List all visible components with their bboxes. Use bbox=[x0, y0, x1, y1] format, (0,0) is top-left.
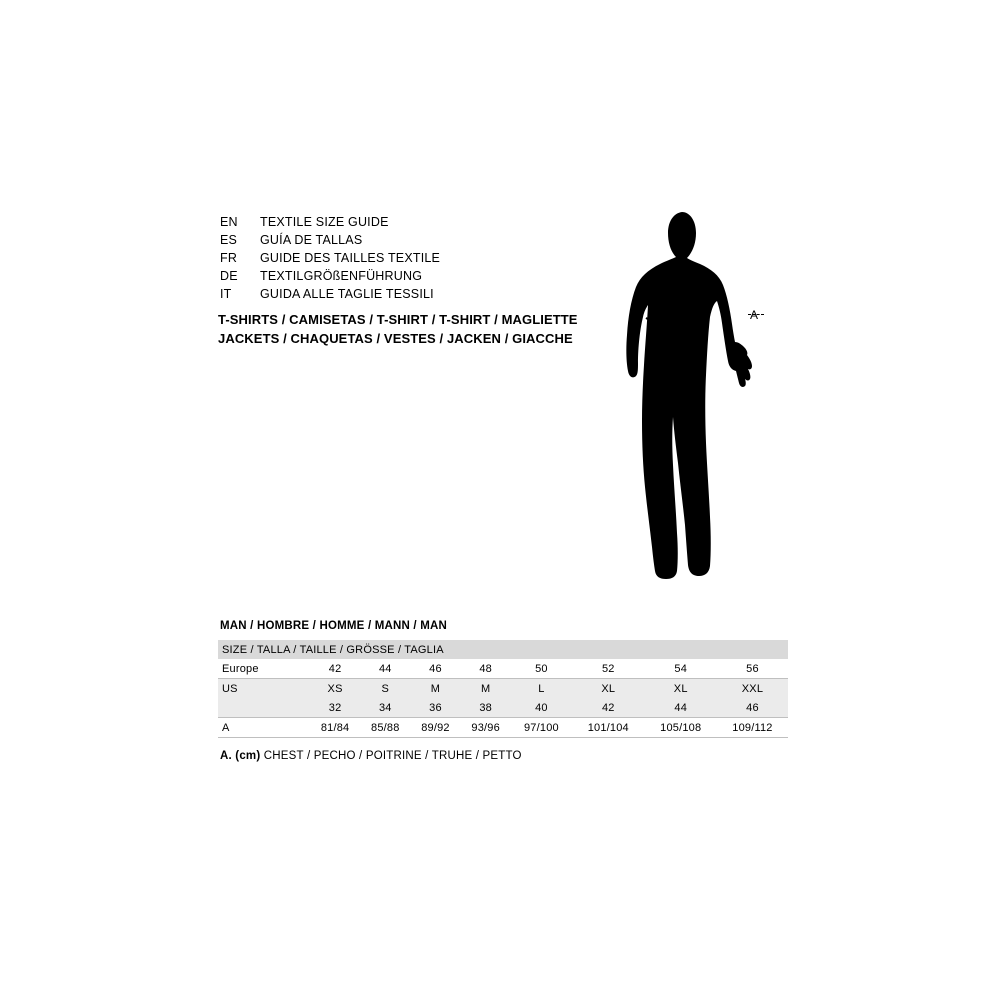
language-legend bbox=[220, 215, 600, 305]
cell: M bbox=[410, 679, 460, 699]
cell: XL bbox=[572, 679, 644, 699]
man-silhouette-icon bbox=[600, 195, 820, 595]
cell: S bbox=[360, 679, 410, 699]
language-code: IT bbox=[220, 287, 232, 301]
table-row bbox=[218, 659, 788, 679]
cell: XXL bbox=[717, 679, 788, 699]
cell: 101/104 bbox=[572, 718, 644, 738]
cell: 52 bbox=[572, 659, 644, 679]
cell: M bbox=[461, 679, 511, 699]
cell: 44 bbox=[645, 698, 717, 718]
row-label: US bbox=[218, 679, 310, 699]
cell: 42 bbox=[572, 698, 644, 718]
cell: 48 bbox=[461, 659, 511, 679]
language-label: GUIDA ALLE TAGLIE TESSILI bbox=[260, 287, 434, 301]
cell: 38 bbox=[461, 698, 511, 718]
row-label bbox=[218, 698, 310, 718]
man-silhouette-figure bbox=[600, 195, 820, 595]
language-code: FR bbox=[220, 251, 238, 265]
cell: 32 bbox=[310, 698, 360, 718]
language-row bbox=[220, 215, 600, 233]
cell: 89/92 bbox=[410, 718, 460, 738]
cell: 42 bbox=[310, 659, 360, 679]
category-tshirts: T-SHIRTS / CAMISETAS / T-SHIRT / T-SHIRT / MAGLIETTE bbox=[218, 312, 578, 327]
cell: XS bbox=[310, 679, 360, 699]
cell: L bbox=[511, 679, 572, 699]
table-row bbox=[218, 679, 788, 699]
category-jackets: JACKETS / CHAQUETAS / VESTES / JACKEN / GIACCHE bbox=[218, 331, 573, 346]
footnote-key: A. (cm) bbox=[220, 750, 261, 762]
row-label: Europe bbox=[218, 659, 310, 679]
cell: 81/84 bbox=[310, 718, 360, 738]
garment-categories bbox=[218, 310, 578, 348]
cell: 93/96 bbox=[461, 718, 511, 738]
cell: 54 bbox=[645, 659, 717, 679]
row-label: A bbox=[218, 718, 310, 738]
language-label: TEXTILGRÖßENFÜHRUNG bbox=[260, 269, 423, 283]
language-row bbox=[220, 233, 600, 251]
language-row bbox=[220, 287, 600, 305]
language-row bbox=[220, 251, 600, 269]
cell: 44 bbox=[360, 659, 410, 679]
language-label: TEXTILE SIZE GUIDE bbox=[260, 215, 389, 229]
footnote bbox=[220, 750, 522, 762]
cell: 109/112 bbox=[717, 718, 788, 738]
table-caption: MAN / HOMBRE / HOMME / MANN / MAN bbox=[220, 620, 448, 632]
cell: 97/100 bbox=[511, 718, 572, 738]
cell: 46 bbox=[410, 659, 460, 679]
language-label: GUIDE DES TAILLES TEXTILE bbox=[260, 251, 441, 265]
table-header-row bbox=[218, 640, 788, 659]
language-code: DE bbox=[220, 269, 238, 283]
cell: 50 bbox=[511, 659, 572, 679]
table-row bbox=[218, 718, 788, 738]
cell: 40 bbox=[511, 698, 572, 718]
size-table bbox=[218, 640, 788, 738]
cell: 36 bbox=[410, 698, 460, 718]
table-header-label: SIZE / TALLA / TAILLE / GRÖSSE / TAGLIA bbox=[218, 640, 788, 659]
cell: 105/108 bbox=[645, 718, 717, 738]
measure-point-a-label: A bbox=[750, 308, 759, 322]
cell: 34 bbox=[360, 698, 410, 718]
cell: 85/88 bbox=[360, 718, 410, 738]
footnote-text: CHEST / PECHO / POITRINE / TRUHE / PETTO bbox=[263, 750, 522, 762]
language-row bbox=[220, 269, 600, 287]
table-row bbox=[218, 698, 788, 718]
language-label: GUÍA DE TALLAS bbox=[260, 233, 363, 247]
language-code: EN bbox=[220, 215, 238, 229]
cell: XL bbox=[645, 679, 717, 699]
cell: 56 bbox=[717, 659, 788, 679]
cell: 46 bbox=[717, 698, 788, 718]
language-code: ES bbox=[220, 233, 238, 247]
